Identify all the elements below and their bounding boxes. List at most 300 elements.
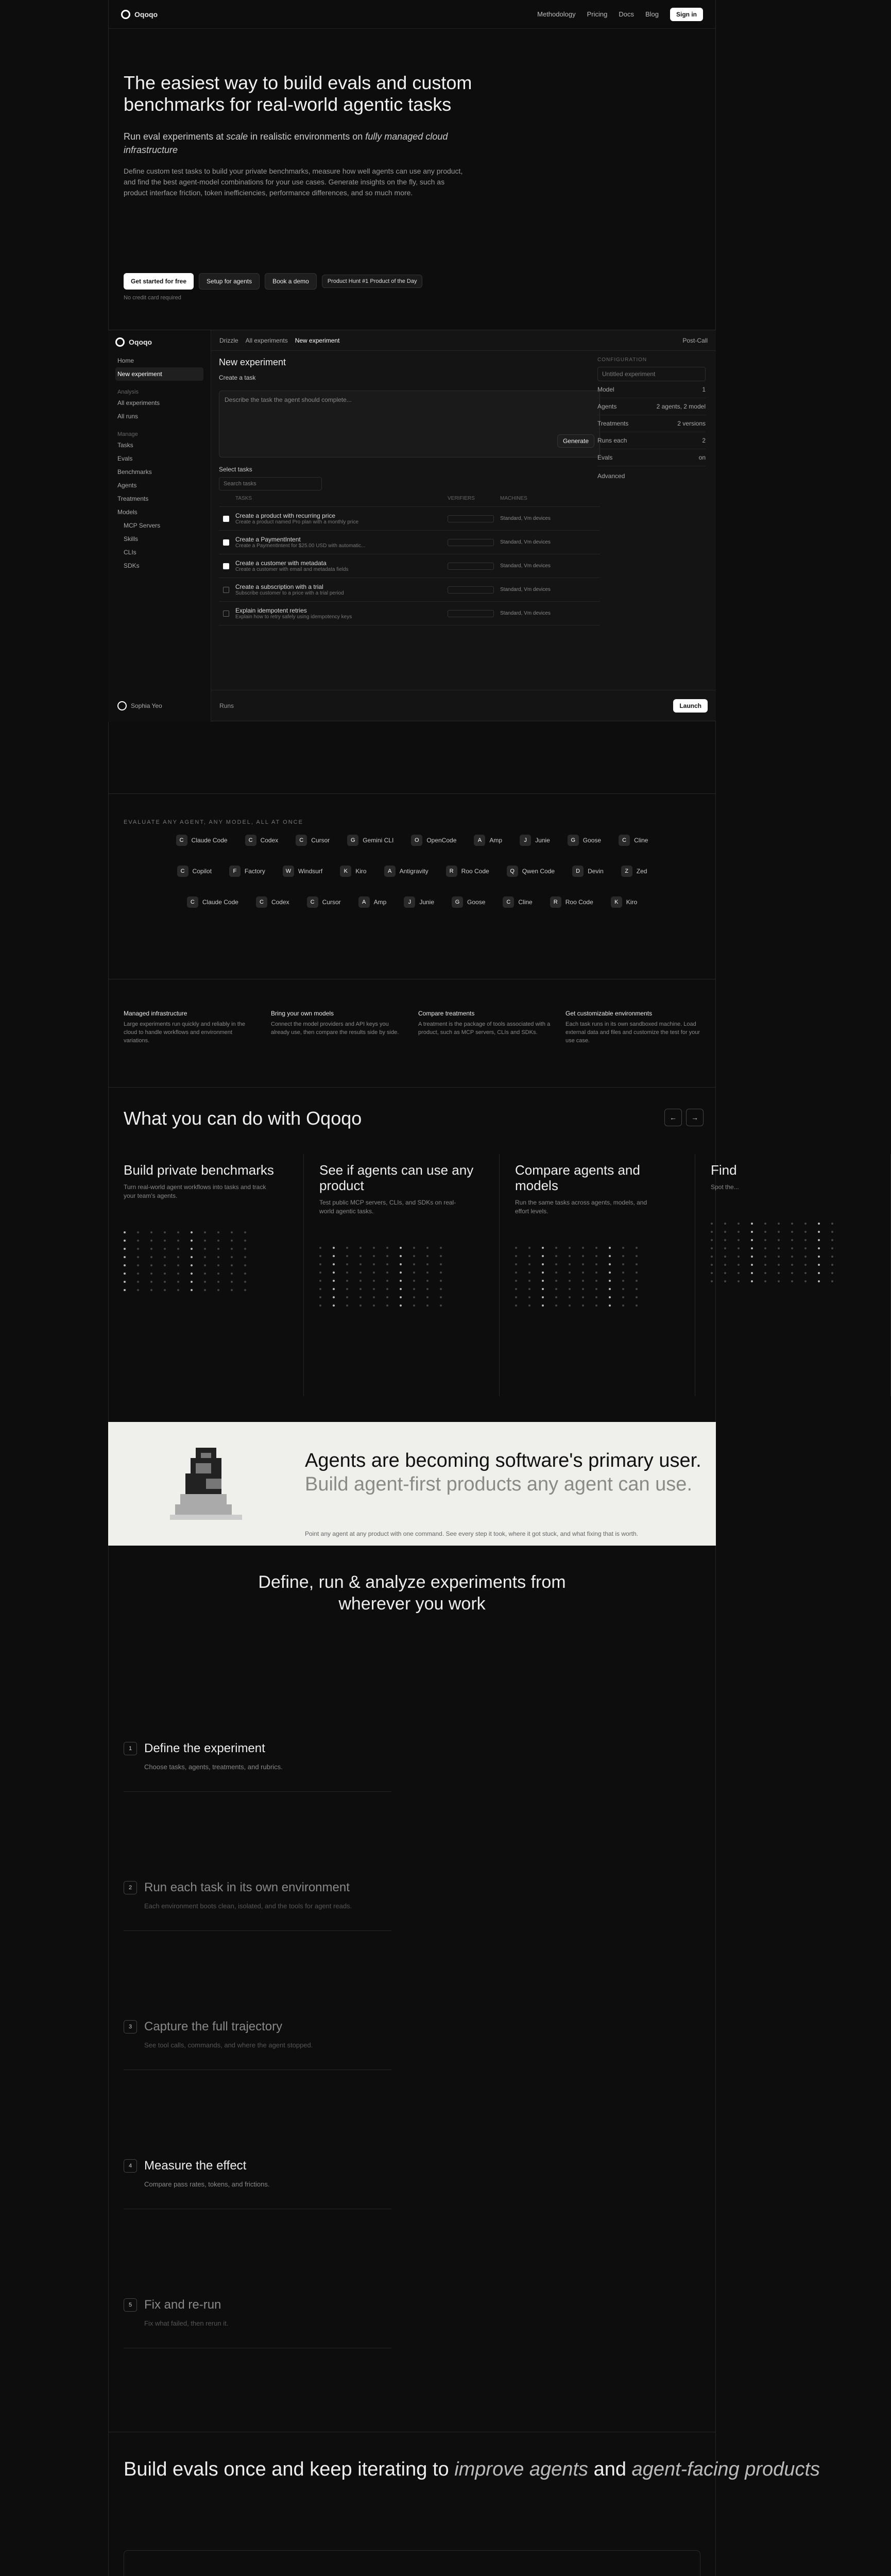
feature-item — [418, 1010, 553, 1045]
task-text — [235, 536, 441, 549]
dot — [191, 1273, 193, 1275]
sidebar-item-all-experiments[interactable]: All experiments — [117, 399, 160, 406]
dot — [542, 1263, 544, 1265]
dot — [137, 1289, 139, 1291]
dot — [231, 1273, 233, 1275]
dot — [791, 1239, 793, 1241]
dot — [137, 1248, 139, 1250]
dot — [150, 1264, 152, 1266]
dot — [177, 1281, 179, 1283]
dot — [711, 1223, 713, 1225]
dot — [582, 1272, 584, 1274]
dot — [124, 1231, 126, 1233]
sidebar-item-clis[interactable]: CLIs — [124, 549, 136, 556]
dot — [555, 1304, 557, 1307]
dot — [191, 1289, 193, 1291]
agent-logo — [245, 835, 279, 846]
dot — [440, 1255, 442, 1257]
agent-icon: R — [446, 866, 457, 877]
dot — [724, 1256, 726, 1258]
sidebar-head-manage: Manage — [117, 431, 138, 437]
dot — [831, 1223, 833, 1225]
dot — [764, 1231, 766, 1233]
dot — [191, 1256, 193, 1258]
dot-matrix — [711, 1223, 875, 1282]
dot — [426, 1296, 429, 1298]
dot — [622, 1304, 624, 1307]
dot — [555, 1288, 557, 1290]
task-prompt-input[interactable]: Describe the task the agent should complete... Generate — [219, 391, 600, 457]
agent-icon: K — [611, 896, 622, 908]
machine-label: Standard, Vm devices — [500, 563, 551, 569]
task-row[interactable] — [219, 531, 600, 554]
dot — [319, 1255, 321, 1257]
dot — [177, 1248, 179, 1250]
agent-icon: Q — [507, 866, 518, 877]
dot — [764, 1280, 766, 1282]
promo-heading: Agents are becoming software's primary user. Build agent-first products any agent can use. — [305, 1450, 701, 1495]
sidebar-item-tasks[interactable]: Tasks — [117, 442, 133, 449]
dot — [164, 1273, 166, 1275]
card-title: Find — [711, 1162, 737, 1178]
dot — [137, 1281, 139, 1283]
dot — [711, 1272, 713, 1274]
step-item[interactable] — [124, 1880, 391, 1931]
machine-label: Standard, Vm devices — [500, 587, 551, 592]
dot — [542, 1288, 544, 1290]
dot — [751, 1256, 753, 1258]
feature-title: Compare treatments — [418, 1010, 475, 1017]
step-title: Define the experiment — [144, 1741, 265, 1755]
sidebar-item-agents[interactable]: Agents — [117, 482, 137, 489]
step-desc: Each environment boots clean, isolated, and the tools for agent reads. — [144, 1902, 352, 1910]
hero-cta — [124, 273, 422, 290]
dot — [426, 1255, 429, 1257]
dot — [778, 1280, 780, 1282]
breadcrumb-drizzle[interactable]: Drizzle — [219, 336, 238, 344]
agent-logo — [507, 866, 555, 877]
dot — [426, 1304, 429, 1307]
brand[interactable]: Oqoqo — [121, 10, 158, 19]
get-started-button[interactable]: Get started for free — [124, 273, 194, 290]
dot — [359, 1255, 362, 1257]
step-number: 4 — [124, 2159, 137, 2173]
step-divider — [124, 1930, 391, 1931]
sidebar-item-skills[interactable]: Skills — [124, 535, 139, 543]
step-item[interactable] — [124, 1741, 391, 1792]
sidebar-item-all-runs[interactable]: All runs — [117, 413, 139, 420]
dot — [818, 1231, 820, 1233]
dot — [333, 1304, 335, 1307]
agent-logo — [229, 866, 265, 877]
next-arrow-icon[interactable]: → — [686, 1109, 704, 1126]
step-desc: Choose tasks, agents, treatments, and rubrics. — [144, 1763, 283, 1771]
dot — [191, 1231, 193, 1233]
dot — [764, 1223, 766, 1225]
agent-logo — [187, 896, 238, 908]
dot — [426, 1280, 429, 1282]
sidebar-item-treatments[interactable]: Treatments — [117, 495, 149, 502]
dot — [244, 1256, 246, 1258]
machine-label: Standard, Vm devices — [500, 611, 551, 616]
agent-name: Zed — [636, 868, 647, 875]
verifier-count — [448, 610, 494, 617]
dot — [400, 1247, 402, 1249]
dot — [609, 1296, 611, 1298]
prev-arrow-icon[interactable]: ← — [664, 1109, 682, 1126]
sidebar-item-mcp[interactable]: MCP Servers — [124, 522, 161, 529]
advanced-toggle[interactable]: Advanced — [597, 472, 625, 480]
capability-card[interactable] — [695, 1154, 891, 1396]
dot — [231, 1264, 233, 1266]
app-bottombar — [211, 690, 716, 721]
dot — [359, 1272, 362, 1274]
dot — [831, 1256, 833, 1258]
dot — [177, 1240, 179, 1242]
sidebar-item-models[interactable]: Models — [117, 509, 138, 516]
card-title: Build private benchmarks — [124, 1162, 274, 1178]
dot — [542, 1247, 544, 1249]
agent-logo — [452, 896, 485, 908]
agent-logo — [446, 866, 489, 877]
agent-icon: A — [384, 866, 396, 877]
dot — [569, 1304, 571, 1307]
sidebar-item-sdks[interactable]: SDKs — [124, 562, 140, 569]
dot — [778, 1223, 780, 1225]
dot — [217, 1256, 219, 1258]
dot — [738, 1247, 740, 1249]
dot — [791, 1280, 793, 1282]
dot — [804, 1247, 807, 1249]
agent-icon: C — [619, 835, 630, 846]
dot — [622, 1247, 624, 1249]
config-label: Model — [597, 386, 614, 393]
dot — [231, 1256, 233, 1258]
dot — [724, 1239, 726, 1241]
dot — [191, 1281, 193, 1283]
nav-blog[interactable]: Blog — [645, 10, 659, 18]
divider — [108, 793, 716, 794]
dot — [528, 1247, 530, 1249]
dot — [400, 1280, 402, 1282]
dot — [244, 1289, 246, 1291]
dot — [319, 1247, 321, 1249]
dot — [764, 1272, 766, 1274]
task-checkbox[interactable] — [223, 587, 229, 593]
step-item[interactable] — [124, 2298, 391, 2348]
dot — [622, 1263, 624, 1265]
dot — [609, 1255, 611, 1257]
feature-item — [271, 1010, 406, 1045]
config-row[interactable] — [597, 398, 706, 415]
agent-logo — [619, 835, 648, 846]
dot — [231, 1231, 233, 1233]
dot — [164, 1289, 166, 1291]
dot — [359, 1296, 362, 1298]
signin-button[interactable]: Sign in — [670, 8, 703, 21]
dot — [636, 1280, 638, 1282]
breadcrumb-all-experiments[interactable]: All experiments — [245, 336, 288, 344]
dot — [137, 1264, 139, 1266]
dot — [738, 1231, 740, 1233]
dot — [609, 1272, 611, 1274]
config-row[interactable] — [597, 449, 706, 466]
dot — [555, 1272, 557, 1274]
verifier-count — [448, 563, 494, 570]
book-demo-button[interactable]: Book a demo — [265, 273, 317, 290]
dot — [217, 1289, 219, 1291]
agent-logo — [177, 866, 212, 877]
sidebar-item-benchmarks[interactable]: Benchmarks — [117, 468, 152, 476]
dot — [818, 1223, 820, 1225]
divider — [108, 1087, 716, 1088]
dot — [386, 1255, 388, 1257]
dot — [569, 1280, 571, 1282]
launch-button[interactable]: Launch — [673, 699, 708, 713]
agent-name: Gemini CLI — [363, 837, 394, 844]
select-tasks-label: Select tasks — [219, 466, 252, 473]
card-title: Compare agents and models — [515, 1162, 640, 1193]
agent-name: Cursor — [322, 899, 341, 906]
capability-card[interactable] — [108, 1154, 304, 1396]
dot — [738, 1272, 740, 1274]
app-preview — [108, 330, 716, 721]
step-divider — [124, 1791, 391, 1792]
dot — [386, 1304, 388, 1307]
dot — [595, 1288, 597, 1290]
dot — [217, 1281, 219, 1283]
dot — [609, 1280, 611, 1282]
dot — [164, 1248, 166, 1250]
dot — [609, 1288, 611, 1290]
dot — [124, 1264, 126, 1266]
dot — [636, 1272, 638, 1274]
dot — [711, 1280, 713, 1282]
task-checkbox[interactable] — [223, 516, 229, 522]
hero — [124, 72, 484, 198]
dot — [751, 1272, 753, 1274]
card-desc: Run the same tasks across agents, models, and effort levels. — [515, 1199, 647, 1215]
agent-name: Junie — [535, 837, 550, 844]
config-value: 2 — [702, 437, 706, 444]
user-menu[interactable]: Sophia Yeo — [115, 698, 164, 714]
agent-icon: J — [404, 896, 415, 908]
step-title: Run each task in its own environment — [144, 1880, 350, 1894]
product-hunt-badge[interactable]: Product Hunt #1 Product of the Day — [322, 275, 423, 288]
agent-icon: C — [245, 835, 256, 846]
capability-carousel — [108, 1154, 739, 1396]
task-row[interactable] — [219, 507, 600, 531]
dot — [150, 1248, 152, 1250]
dot — [778, 1264, 780, 1266]
dot — [440, 1304, 442, 1307]
dot — [386, 1288, 388, 1290]
workflow-diagram — [124, 2550, 700, 2576]
dot — [426, 1247, 429, 1249]
step-item[interactable] — [124, 2020, 391, 2070]
agent-name: Goose — [582, 837, 602, 844]
dot — [440, 1296, 442, 1298]
dot — [804, 1239, 807, 1241]
dot — [724, 1247, 726, 1249]
runs-label: Runs — [219, 702, 234, 709]
dot — [244, 1231, 246, 1233]
agent-logo — [283, 866, 322, 877]
dot — [804, 1264, 807, 1266]
task-row[interactable] — [219, 602, 600, 625]
dot — [711, 1264, 713, 1266]
step-item[interactable] — [124, 2159, 391, 2209]
task-text — [235, 607, 441, 620]
dot — [231, 1289, 233, 1291]
dot — [346, 1288, 348, 1290]
dot — [373, 1296, 375, 1298]
dot — [622, 1255, 624, 1257]
pixel-hand-icon — [165, 1443, 252, 1525]
agent-name: Roo Code — [461, 868, 489, 875]
task-checkbox[interactable] — [223, 611, 229, 617]
feature-title: Bring your own models — [271, 1010, 334, 1017]
agent-name: Codex — [271, 899, 289, 906]
dot — [791, 1247, 793, 1249]
config-value: on — [698, 454, 706, 461]
dot — [711, 1256, 713, 1258]
dot — [528, 1304, 530, 1307]
page-title: New experiment — [219, 357, 286, 367]
dot — [164, 1256, 166, 1258]
agent-name: Antigravity — [399, 868, 429, 875]
dot — [204, 1248, 206, 1250]
dot — [569, 1272, 571, 1274]
agents-row-2 — [108, 866, 716, 877]
dot — [582, 1255, 584, 1257]
nav-pricing[interactable]: Pricing — [587, 10, 608, 18]
create-task-label: Create a task — [219, 374, 256, 381]
capability-card[interactable] — [500, 1154, 695, 1396]
setup-agents-button[interactable]: Setup for agents — [199, 273, 260, 290]
config-row[interactable] — [597, 432, 706, 449]
dot — [724, 1231, 726, 1233]
task-desc: Create a product named Pro plan with a monthly price — [235, 519, 359, 525]
agent-name: Devin — [588, 868, 604, 875]
dot — [204, 1231, 206, 1233]
dot — [528, 1272, 530, 1274]
section-title: What you can do with Oqoqo — [124, 1108, 362, 1129]
task-search-input[interactable]: Search tasks — [219, 477, 322, 490]
dot — [333, 1288, 335, 1290]
dot — [346, 1272, 348, 1274]
task-name: Create a customer with metadata — [235, 560, 327, 567]
dot — [191, 1264, 193, 1266]
dot — [124, 1248, 126, 1250]
feature-title: Managed infrastructure — [124, 1010, 187, 1017]
generate-button[interactable]: Generate — [557, 434, 594, 448]
dot — [359, 1247, 362, 1249]
dot — [764, 1247, 766, 1249]
dot — [582, 1263, 584, 1265]
config-value: 2 agents, 2 model — [656, 403, 706, 410]
dot — [346, 1263, 348, 1265]
dot — [515, 1263, 517, 1265]
dot — [440, 1272, 442, 1274]
hero-title: The easiest way to build evals and custom benchmarks for real-world agentic tasks — [124, 72, 472, 115]
dot — [751, 1231, 753, 1233]
card-desc: Spot the... — [711, 1183, 739, 1191]
dot — [373, 1255, 375, 1257]
nav-docs[interactable]: Docs — [619, 10, 634, 18]
agent-name: Qwen Code — [522, 868, 555, 875]
nav-methodology[interactable]: Methodology — [537, 10, 576, 18]
dot — [831, 1272, 833, 1274]
agent-name: OpenCode — [426, 837, 457, 844]
dot — [400, 1304, 402, 1307]
dot — [217, 1248, 219, 1250]
task-checkbox[interactable] — [223, 539, 229, 546]
no-card-note: No credit card required — [124, 295, 181, 301]
dot — [724, 1223, 726, 1225]
agent-icon: C — [177, 866, 189, 877]
dot — [440, 1280, 442, 1282]
sidebar-item-new-experiment[interactable]: New experiment — [115, 367, 203, 381]
agent-name: Factory — [244, 868, 265, 875]
dot — [528, 1288, 530, 1290]
sidebar-item-evals[interactable]: Evals — [117, 455, 133, 462]
config-row[interactable] — [597, 381, 706, 398]
dot — [515, 1304, 517, 1307]
config-label: Agents — [597, 403, 617, 410]
config-row[interactable] — [597, 415, 706, 432]
top-nav — [108, 0, 716, 29]
task-row[interactable] — [219, 554, 600, 578]
dot — [724, 1264, 726, 1266]
step-number: 2 — [124, 1881, 137, 1894]
task-checkbox[interactable] — [223, 563, 229, 569]
task-desc: Explain how to retry safely using idempotency keys — [235, 614, 352, 620]
agent-logo — [340, 866, 366, 877]
dot — [528, 1280, 530, 1282]
dot — [542, 1280, 544, 1282]
agent-logo — [520, 835, 550, 846]
dot — [791, 1256, 793, 1258]
dot — [595, 1304, 597, 1307]
dot — [386, 1247, 388, 1249]
step-number: 5 — [124, 2298, 137, 2312]
hero-description: Define custom test tasks to build your private benchmarks, measure how well agents can use any product, and find the best agent-model combinations for your use cases. Generate insights on the fly, such as product interface friction, token inefficiencies, performance differences, and so much more. — [124, 167, 463, 197]
experiment-name-input[interactable]: Untitled experiment — [597, 367, 706, 381]
dot — [831, 1247, 833, 1249]
dot — [831, 1239, 833, 1241]
dot — [818, 1239, 820, 1241]
dot — [413, 1288, 415, 1290]
dot — [711, 1239, 713, 1241]
feature-title: Get customizable environments — [566, 1010, 653, 1017]
capability-card[interactable] — [304, 1154, 500, 1396]
machine-label: Standard, Vm devices — [500, 539, 551, 545]
card-desc: Test public MCP servers, CLIs, and SDKs on real-world agentic tasks. — [319, 1199, 456, 1215]
breadcrumb-new-experiment[interactable]: New experiment — [295, 336, 340, 344]
dot — [751, 1247, 753, 1249]
sidebar-item-home[interactable]: Home — [117, 357, 134, 364]
dot — [778, 1247, 780, 1249]
dot — [217, 1231, 219, 1233]
topbar-postcall[interactable]: Post-Call — [682, 336, 708, 344]
dot — [711, 1247, 713, 1249]
dot — [164, 1281, 166, 1283]
dot — [413, 1263, 415, 1265]
agent-name: Junie — [419, 899, 435, 906]
task-row[interactable] — [219, 578, 600, 602]
dot — [622, 1280, 624, 1282]
